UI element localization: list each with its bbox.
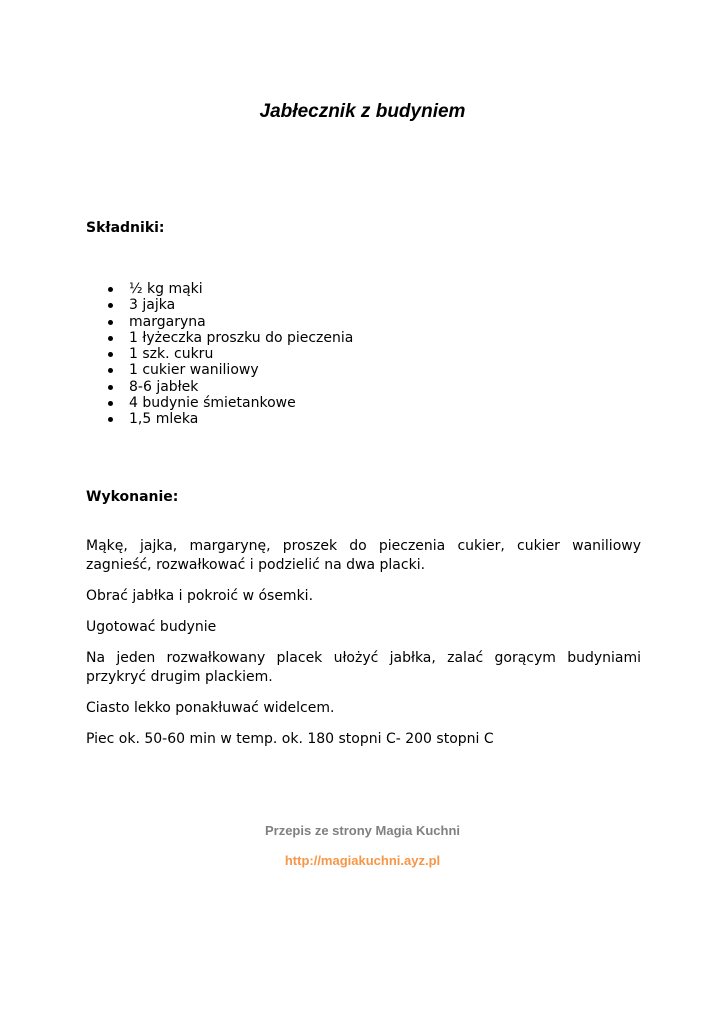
bullet-icon <box>108 287 113 292</box>
ingredients-list <box>86 281 353 428</box>
ingredient-item <box>86 297 353 313</box>
ingredient-item <box>86 362 353 378</box>
ingredient-item <box>86 330 353 346</box>
source-link[interactable]: http://magiakuchni.ayz.pl <box>284 853 441 868</box>
bullet-icon <box>108 368 113 373</box>
method-step: Piec ok. 50-60 min w temp. ok. 180 stopni C- 200 stopni C <box>86 731 494 747</box>
method-step: Mąkę, jajka, margarynę, proszek do pieczenia cukier, cukier waniliowy zagnieść, rozwałkować i podzielić na dwa placki. <box>86 538 641 573</box>
ingredient-item <box>86 411 353 427</box>
method-step: Obrać jabłka i pokroić w ósemki. <box>86 588 314 604</box>
ingredient-text: 3 jajka <box>129 297 176 314</box>
source-label: Przepis ze strony Magia Kuchni <box>264 823 461 838</box>
ingredient-item <box>86 281 353 297</box>
method-step: Ugotować budynie <box>86 619 217 635</box>
ingredient-text: 1 cukier waniliowy <box>129 362 259 379</box>
ingredients-heading: Składniki: <box>86 220 165 236</box>
ingredient-item <box>86 395 353 411</box>
bullet-icon <box>108 385 113 390</box>
ingredient-text: 1 szk. cukru <box>129 346 214 363</box>
bullet-icon <box>108 417 113 422</box>
method-heading: Wykonanie: <box>86 489 179 505</box>
ingredient-text: 1 łyżeczka proszku do pieczenia <box>129 329 354 346</box>
ingredient-text: margaryna <box>129 313 206 330</box>
ingredient-text: 8-6 jabłek <box>129 378 199 395</box>
method-step: Ciasto lekko ponakłuwać widelcem. <box>86 700 335 716</box>
ingredient-item <box>86 346 353 362</box>
method-step: Na jeden rozwałkowany placek ułożyć jabłka, zalać gorącym budyniami przykryć drugim plackiem. <box>86 650 641 685</box>
ingredient-item <box>86 314 353 330</box>
bullet-icon <box>108 320 113 325</box>
bullet-icon <box>108 401 113 406</box>
method-section <box>86 537 641 761</box>
ingredient-text: ½ kg mąki <box>129 281 203 297</box>
ingredient-text: 1,5 mleka <box>129 411 199 428</box>
bullet-icon <box>108 303 113 308</box>
ingredient-item <box>86 379 353 395</box>
bullet-icon <box>108 352 113 357</box>
ingredient-text: 4 budynie śmietankowe <box>129 395 296 412</box>
recipe-title: Jabłecznik z budyniem <box>259 101 466 122</box>
bullet-icon <box>108 336 113 341</box>
